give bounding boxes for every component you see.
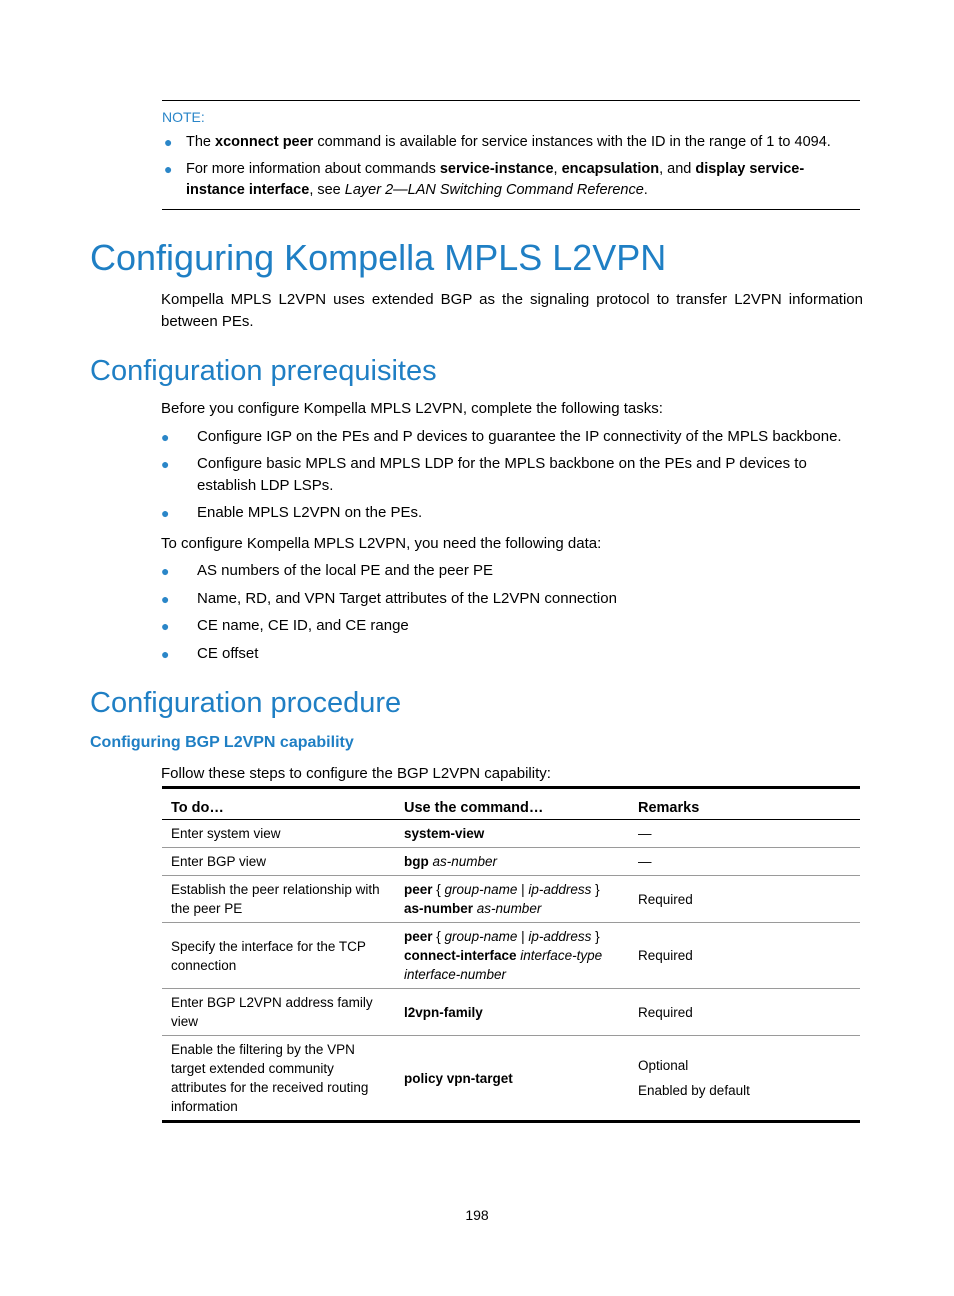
table-row: [162, 848, 860, 876]
bullet-icon: ●: [161, 456, 170, 472]
remarks-cell: Required: [629, 923, 860, 989]
remarks-cell: Required: [629, 989, 860, 1036]
command-cell: bgp as-number: [395, 848, 629, 876]
command-cell: l2vpn-family: [395, 989, 629, 1036]
required-data-list: [161, 560, 863, 665]
command-cell: peer { group-name | ip-address } as-number as-number: [395, 876, 629, 923]
section-title: Configuring Kompella MPLS L2VPN: [90, 237, 667, 278]
command-cell: policy vpn-target: [395, 1036, 629, 1122]
prerequisites-task-list: [161, 426, 863, 524]
column-header: Remarks: [629, 788, 860, 820]
remarks-cell: Required: [629, 876, 860, 923]
bullet-icon: ●: [161, 645, 170, 662]
list-item: ● CE name, CE ID, and CE range: [161, 615, 863, 637]
page-number: 198: [465, 1207, 489, 1223]
todo-cell: Enter BGP view: [162, 848, 395, 876]
note-label: NOTE:: [162, 109, 205, 125]
list-item: ● Enable MPLS L2VPN on the PEs.: [161, 502, 863, 524]
note-box: [162, 100, 860, 210]
column-header: Use the command…: [395, 788, 629, 820]
bullet-icon: ●: [164, 134, 173, 150]
list-item: ● AS numbers of the local PE and the peer PE: [161, 560, 863, 582]
section-intro: Kompella MPLS L2VPN uses extended BGP as the signaling protocol to transfer L2VPN information between PEs.: [161, 291, 863, 330]
note-item: ● The xconnect peer command is available for service instances with the ID in the range of 1 to 4094.: [162, 132, 860, 153]
bullet-icon: ●: [161, 563, 170, 579]
table-row: [162, 989, 860, 1036]
procedure-lead: Follow these steps to configure the BGP L2VPN capability:: [161, 765, 551, 782]
list-item: ● Name, RD, and VPN Target attributes of the L2VPN connection: [161, 588, 863, 610]
bullet-icon: ●: [164, 161, 173, 177]
bullet-icon: ●: [161, 429, 170, 445]
bullet-icon: ●: [161, 590, 170, 607]
procedure-subheading: Configuring BGP L2VPN capability: [90, 734, 354, 751]
prerequisites-heading: Configuration prerequisites: [90, 355, 437, 387]
procedure-heading: Configuration procedure: [90, 687, 402, 719]
bullet-icon: ●: [161, 505, 170, 521]
command-cell: system-view: [395, 820, 629, 848]
table-header-row: [162, 788, 860, 820]
todo-cell: Establish the peer relationship with the peer PE: [162, 876, 395, 923]
command-table: [162, 786, 860, 1123]
list-item: ● Configure basic MPLS and MPLS LDP for the MPLS backbone on the PEs and P devices to establish LDP LSPs.: [161, 455, 807, 494]
note-item: ● For more information about commands service-instance, encapsulation, and display service-instance interface, see Layer 2—LAN Switching Command Reference.: [164, 161, 805, 198]
list-item: ● CE offset: [161, 643, 863, 665]
remarks-cell: —: [629, 820, 860, 848]
column-header: To do…: [162, 788, 395, 820]
table-row: [162, 1036, 860, 1122]
remarks-cell: —: [629, 848, 860, 876]
table-row: [162, 923, 860, 989]
note-list: [162, 132, 860, 201]
table-row: [162, 820, 860, 848]
prerequisites-lead: Before you configure Kompella MPLS L2VPN, complete the following tasks:: [161, 400, 663, 417]
todo-cell: Specify the interface for the TCP connection: [162, 923, 395, 989]
todo-cell: Enter BGP L2VPN address family view: [162, 989, 395, 1036]
command-cell: peer { group-name | ip-address } connect-interface interface-type interface-number: [395, 923, 629, 989]
todo-cell: Enable the filtering by the VPN target extended community attributes for the received routing information: [162, 1036, 395, 1122]
bullet-icon: ●: [161, 618, 170, 634]
table-row: [162, 876, 860, 923]
data-lead: To configure Kompella MPLS L2VPN, you need the following data:: [161, 535, 602, 552]
list-item: ● Configure IGP on the PEs and P devices to guarantee the IP connectivity of the MPLS backbone.: [161, 426, 863, 448]
todo-cell: Enter system view: [162, 820, 395, 848]
remarks-cell: Optional Enabled by default: [629, 1036, 860, 1122]
